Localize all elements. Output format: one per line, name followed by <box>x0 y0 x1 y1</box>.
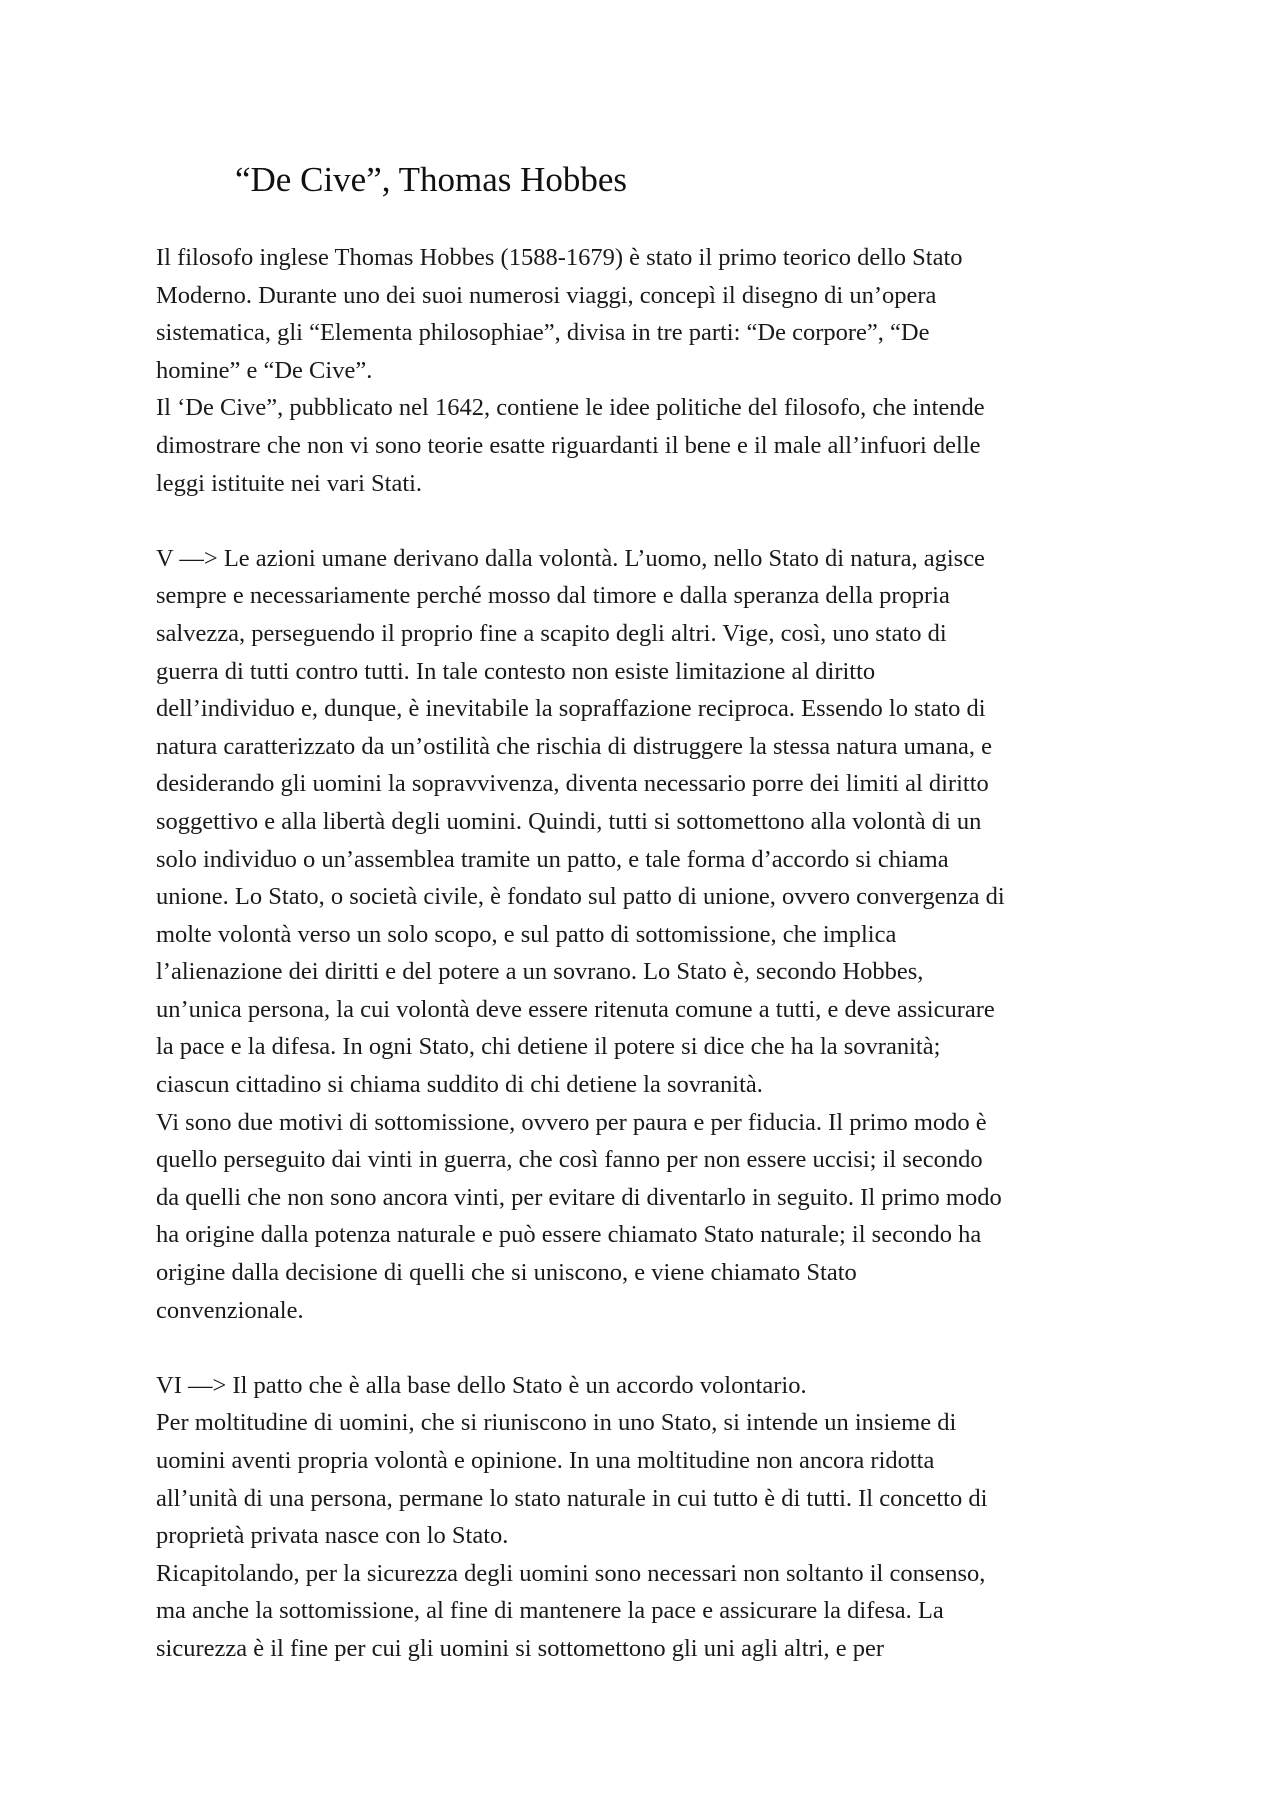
text-line: Vi sono due motivi di sottomissione, ovvero per paura e per fiducia. Il primo modo è <box>156 1108 987 1136</box>
text-line: desiderando gli uomini la sopravvivenza, diventa necessario porre dei limiti al diritto <box>156 770 989 798</box>
text-line: guerra di tutti contro tutti. In tale contesto non esiste limitazione al diritto <box>156 657 876 685</box>
text-line: dell’individuo e, dunque, è inevitabile la sopraffazione reciproca. Essendo lo stato di <box>156 695 986 723</box>
text-line: ha origine dalla potenza naturale e può essere chiamato Stato naturale; il secondo ha <box>156 1221 982 1249</box>
text-line: ma anche la sottomissione, al fine di mantenere la pace e assicurare la difesa. La <box>156 1597 944 1625</box>
text-line: molte volontà verso un solo scopo, e sul patto di sottomissione, che implica <box>156 920 897 948</box>
text-line: natura caratterizzato da un’ostilità che rischia di distruggere la stessa natura umana, e <box>156 732 993 760</box>
text-line: da quelli che non sono ancora vinti, per evitare di diventarlo in seguito. Il primo modo <box>156 1183 1002 1211</box>
text-line: sicurezza è il fine per cui gli uomini si sottomettono gli uni agli altri, e per <box>156 1634 885 1662</box>
text-line: Per moltitudine di uomini, che si riuniscono in uno Stato, si intende un insieme di <box>156 1409 957 1437</box>
document-title: “De Cive”, Thomas Hobbes <box>235 160 628 199</box>
text-line: homine” e “De Cive”. <box>156 356 373 384</box>
text-line: sistematica, gli “Elementa philosophiae”, divisa in tre parti: “De corpore”, “De <box>156 319 930 347</box>
text-line: origine dalla decisione di quelli che si uniscono, e viene chiamato Stato <box>156 1259 857 1287</box>
text-line: Ricapitolando, per la sicurezza degli uomini sono necessari non soltanto il consenso, <box>156 1559 986 1587</box>
text-line: ciascun cittadino si chiama suddito di chi detiene la sovranità. <box>156 1071 763 1099</box>
text-line: quello perseguito dai vinti in guerra, che così fanno per non essere uccisi; il secondo <box>156 1146 983 1174</box>
section-vi <box>156 1367 1156 1668</box>
text-line: salvezza, perseguendo il proprio fine a scapito degli altri. Vige, così, uno stato di <box>156 619 947 647</box>
paragraph-gap <box>156 1329 1156 1367</box>
text-line: l’alienazione dei diritti e del potere a un sovrano. Lo Stato è, secondo Hobbes, <box>156 958 924 986</box>
text-line: convenzionale. <box>156 1296 304 1324</box>
text-line: la pace e la difesa. In ogni Stato, chi detiene il potere si dice che ha la sovranità; <box>156 1033 941 1061</box>
section-v <box>156 540 1156 1329</box>
text-line: sempre e necessariamente perché mosso dal timore e dalla speranza della propria <box>156 582 950 610</box>
text-line: leggi istituite nei vari Stati. <box>156 469 423 497</box>
text-line: solo individuo o un’assemblea tramite un patto, e tale forma d’accordo si chiama <box>156 845 949 873</box>
text-line: dimostrare che non vi sono teorie esatte riguardanti il bene e il male all’infuori delle <box>156 431 981 459</box>
text-line: Il ‘De Cive”, pubblicato nel 1642, contiene le idee politiche del filosofo, che intende <box>156 394 985 422</box>
section-intro <box>156 239 1156 502</box>
text-line: Il filosofo inglese Thomas Hobbes (1588-1679) è stato il primo teorico dello Stato <box>156 244 963 271</box>
text-line: V —> Le azioni umane derivano dalla volontà. L’uomo, nello Stato di natura, agisce <box>156 544 985 572</box>
text-line: soggettivo e alla libertà degli uomini. Quindi, tutti si sottomettono alla volontà di un <box>156 807 982 835</box>
paragraph-gap <box>156 502 1156 540</box>
text-line: proprietà privata nasce con lo Stato. <box>156 1522 509 1550</box>
document-body <box>156 239 1156 1668</box>
text-line: Moderno. Durante uno dei suoi numerosi viaggi, concepì il disegno di un’opera <box>156 281 937 309</box>
text-line: VI —> Il patto che è alla base dello Stato è un accordo volontario. <box>156 1371 807 1399</box>
text-line: uomini aventi propria volontà e opinione. In una moltitudine non ancora ridotta <box>156 1447 935 1474</box>
text-line: unione. Lo Stato, o società civile, è fondato sul patto di unione, ovvero convergenza di <box>156 883 1005 911</box>
text-line: all’unità di una persona, permane lo stato naturale in cui tutto è di tutti. Il concetto di <box>156 1484 988 1512</box>
text-line: un’unica persona, la cui volontà deve essere ritenuta comune a tutti, e deve assicurare <box>156 995 995 1023</box>
